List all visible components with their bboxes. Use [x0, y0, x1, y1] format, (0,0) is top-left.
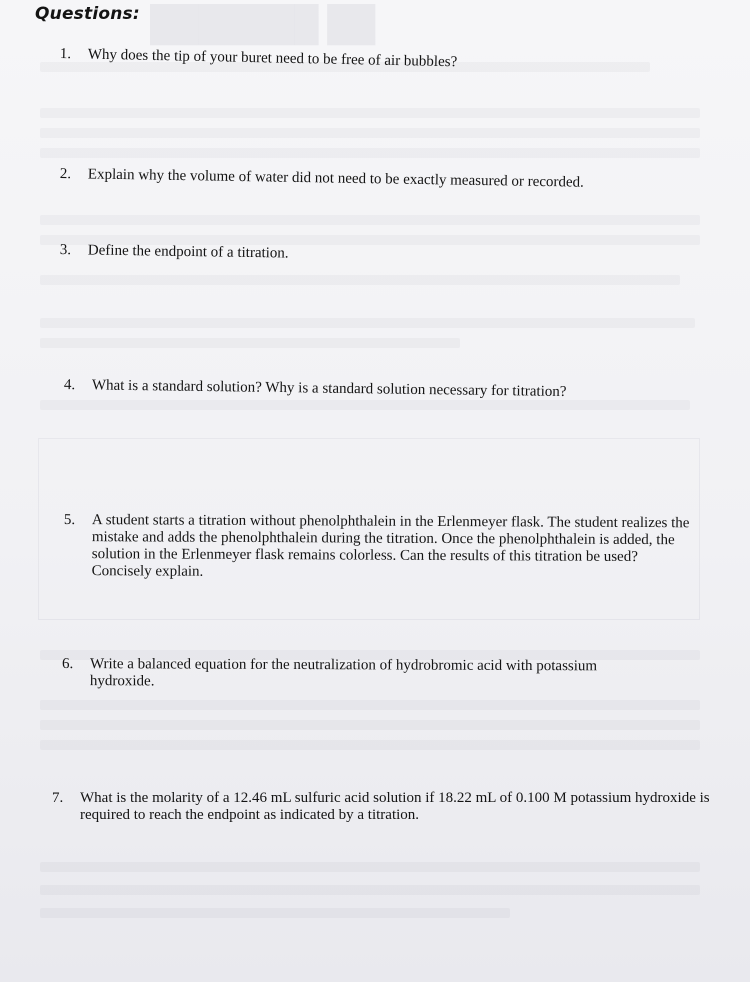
- question-number: 4.: [63, 377, 76, 394]
- question-number: 1.: [59, 46, 72, 63]
- question-text: What is the molarity of a 12.46 mL sulfuric acid solution if 18.22 mL of 0.100 M potassium hydroxide is required to reach the endpoint as indicated by a titration.: [80, 790, 710, 823]
- bleed-through-line: [40, 148, 700, 158]
- bleed-through-line: [40, 318, 695, 328]
- questions-heading: Questions:: [35, 4, 140, 24]
- question-number: 3.: [59, 242, 72, 259]
- question-number: 7.: [52, 790, 64, 806]
- question-text: Explain why the volume of water did not need to be exactly measured or recorded.: [87, 166, 585, 191]
- bleed-through-line: [40, 128, 700, 138]
- question-text: Why does the tip of your buret need to be free of air bubbles?: [87, 46, 458, 71]
- question-number: 5.: [63, 512, 76, 529]
- question-text: Write a balanced equation for the neutralization of hydrobromic acid with potassium hydroxide.: [89, 656, 598, 690]
- bleed-through-line: [40, 215, 700, 225]
- bleed-through-line: [40, 275, 680, 285]
- bleed-through-line: [40, 338, 460, 348]
- bleed-through-line: [40, 885, 700, 895]
- question-item: [60, 242, 360, 264]
- bleed-through-line: [40, 862, 700, 872]
- question-item: [64, 512, 694, 583]
- question-number: 6.: [61, 656, 74, 673]
- bleed-through-line: [40, 908, 510, 918]
- question-item: [60, 166, 670, 193]
- question-text: A student starts a titration without phenolphthalein in the Erlenmeyer flask. The student realizes the mistake and adds the phenolphthalein during the titration. Once the phenolphthalein is added, the solution in the Erlenmeyer flask remains colorless. Can the results of this titration be used? Concisely explain.: [91, 512, 690, 580]
- bleed-through-line: [40, 700, 700, 710]
- bleed-through-line: [40, 720, 700, 730]
- bleed-through-line: [40, 400, 690, 410]
- question-text: Define the endpoint of a titration.: [87, 242, 289, 262]
- bleed-through-line: [40, 740, 700, 750]
- question-number: 2.: [59, 166, 72, 183]
- bleed-through-heading: ███████ ██: [150, 6, 376, 43]
- question-item: [64, 377, 664, 402]
- question-item: [62, 656, 662, 693]
- question-text: What is a standard solution? Why is a standard solution necessary for titration?: [91, 377, 567, 401]
- question-item: [52, 790, 717, 824]
- bleed-through-line: [40, 108, 700, 118]
